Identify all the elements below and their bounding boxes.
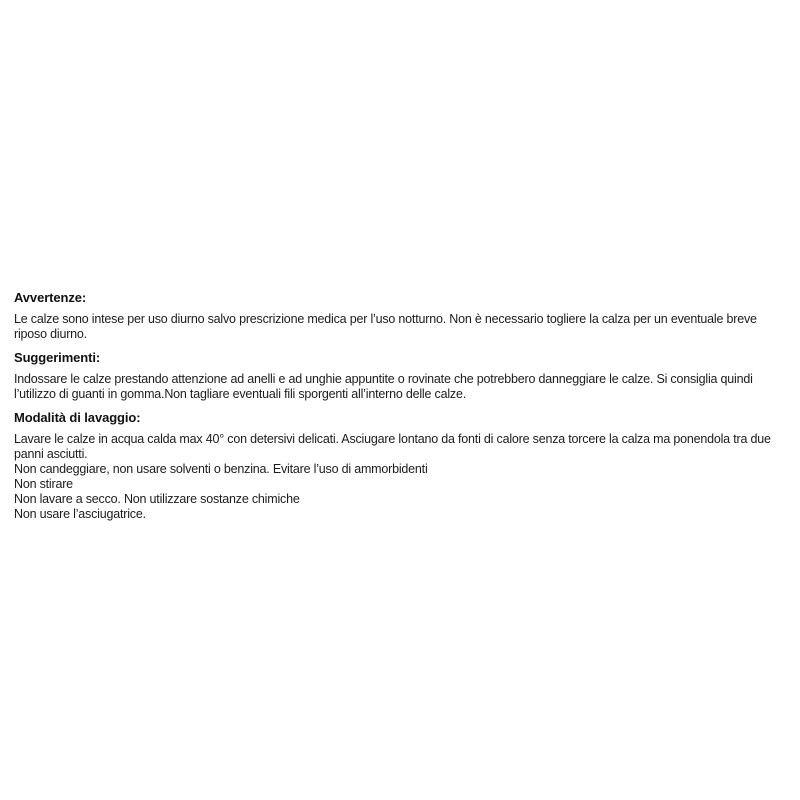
section-avvertenze-paragraph: Le calze sono intese per uso diurno salvo prescrizione medica per l’uso notturno. Non è necessario togliere la calza per un eventuale breve riposo diurno. xyxy=(14,312,757,341)
washing-instruction-line: Non usare l’asciugatrice. xyxy=(14,507,146,521)
section-modalita-di-lavaggio xyxy=(14,410,790,522)
care-instructions-document xyxy=(14,290,790,522)
washing-instruction-line: Non candeggiare, non usare solventi o benzina. Evitare l’uso di ammorbidenti xyxy=(14,462,428,476)
washing-instruction-line: Lavare le calze in acqua calda max 40° con detersivi delicati. Asciugare lontano da fonti di calore senza torcere la calza ma ponendola tra due panni asciutti. xyxy=(14,432,771,461)
section-modalita-heading: Modalità di lavaggio: xyxy=(14,410,141,425)
section-suggerimenti-heading: Suggerimenti: xyxy=(14,350,101,365)
washing-instruction-line: Non lavare a secco. Non utilizzare sostanze chimiche xyxy=(14,492,300,506)
section-avvertenze-heading: Avvertenze: xyxy=(14,290,87,305)
section-avvertenze xyxy=(14,290,790,342)
section-suggerimenti-paragraph: Indossare le calze prestando attenzione ad anelli e ad unghie appuntite o rovinate che potrebbero danneggiare le calze. Si consiglia quindi l’utilizzo di guanti in gomma.Non tagliare eventuali fili sporgenti all’interno delle calze. xyxy=(14,372,753,401)
section-suggerimenti xyxy=(14,350,790,402)
washing-instruction-line: Non stirare xyxy=(14,477,73,491)
